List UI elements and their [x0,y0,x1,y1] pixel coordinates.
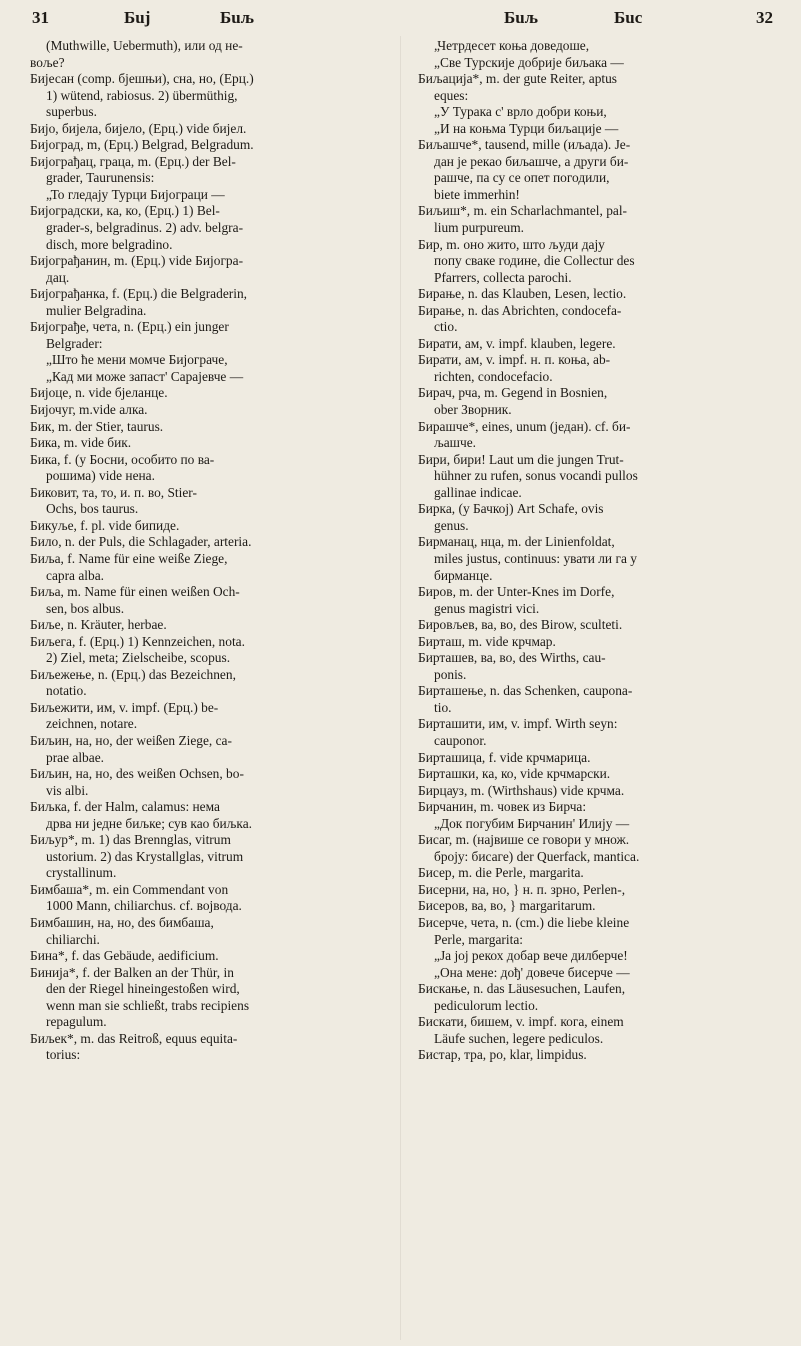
dictionary-line: дац. [46,269,70,285]
dictionary-line: Бинија*, f. der Balken an der Thür, in [30,964,234,980]
dictionary-line: Било, n. der Puls, die Schlagader, arteria. [30,534,252,550]
dictionary-line: Биљега, f. (Ерц.) 1) Kennzeichen, nota. [30,633,245,649]
dictionary-line: Perle, margarita: [434,931,523,947]
dictionary-line: Биљин, на, но, der weißen Ziege, ca- [30,732,232,748]
dictionary-line: ponis. [434,666,467,682]
dictionary-line: „У Турака с' врло добри коњи, [434,104,607,120]
dictionary-line: дрва ни једне биљке; сув као биљка. [46,815,253,831]
dictionary-line: ober Зворник. [434,402,512,418]
dictionary-line: torius: [46,1047,81,1063]
dictionary-line: Бика, m. vide бик. [30,435,132,451]
dictionary-line: „Кад ми може запаст' Сарајевче — [46,368,244,384]
dictionary-line: Бирташ, m. vide крчмар. [418,633,556,649]
dictionary-line: Биљежење, n. (Ерц.) das Bezeichnen, [30,666,236,682]
dictionary-line: prae albae. [46,749,104,765]
dictionary-line: (Muthwille, Uebermuth), или од не- [46,38,243,53]
dictionary-line: Бимбаша*, m. ein Commendant von [30,881,229,897]
dictionary-line: genus magistri vici. [434,600,540,616]
dictionary-line: Бирташица, f. vide крчмарица. [418,749,591,765]
dictionary-line: vis albi. [46,782,89,798]
dictionary-line: Бирач, рча, m. Gegend in Bosnien, [418,385,608,401]
dictionary-line: „Док погубим Бирчанин' Илију — [434,815,630,831]
dictionary-line: Биљин, на, но, des weißen Ochsen, bo- [30,766,244,782]
dictionary-line: biete immerhin! [434,186,520,202]
dictionary-line: Бирташки, ка, ко, vide крчмарски. [418,766,611,782]
dictionary-line: Биљур*, m. 1) das Brennglas, vitrum [30,832,231,848]
column-gutter [400,36,401,1340]
dictionary-line: mulier Belgradina. [46,302,147,318]
right-column [418,38,774,1342]
right-page-number: 32 [756,8,773,27]
dictionary-line: lium purpureum. [434,220,525,236]
dictionary-line: ustorium. 2) das Krystallglas, vitrum [46,848,244,864]
dictionary-line: 1) wütend, rabiosus. 2) übermüthig, [46,87,238,103]
dictionary-line: miles justus, continuus: увати ли га у [434,550,637,566]
dictionary-line: Бирташити, им, v. impf. Wirth seyn: [418,716,618,732]
dictionary-line: cauponor. [434,732,487,748]
dictionary-line: „Све Турскије добрије биљака — [434,54,624,70]
right-guide-word-first: Бuљ [504,8,538,27]
dictionary-line: Бијесан (comp. бјешњи), сна, но, (Ерц.) [30,71,254,87]
dictionary-line: „То гледају Турци Бијограци — [46,186,225,202]
dictionary-line: Бијограђанка, f. (Ерц.) die Belgraderin, [30,286,247,302]
dictionary-line: ctio. [434,319,458,335]
dictionary-line: 1000 Mann, chiliarchus. cf. војвода. [46,898,242,914]
dictionary-line: рашче, па су се опет погодили, [434,170,610,186]
dictionary-line: „Она мене: дођ' довече бисерче — [434,964,630,980]
dictionary-line: Бијочуг, m.vide алка. [30,402,148,418]
left-guide-word-first: Бuj [124,8,151,27]
dictionary-line: Бисер, m. die Perle, margarita. [418,865,584,881]
dictionary-line: Бијограђанин, m. (Ерц.) vide Бијогра- [30,253,244,269]
dictionary-line: Биљиш*, m. ein Scharlachmantel, pal- [418,203,628,219]
dictionary-line: Биље, n. Kräuter, herbae. [30,617,167,633]
dictionary-line: Бир, m. оно жито, што људи дају [418,236,605,252]
dictionary-line: Бирашче*, eines, unum (један). cf. би- [418,418,631,434]
right-guide-word-last: Бuс [614,8,643,27]
dictionary-line: wenn man sie schließt, trabs recipiens [46,997,250,1013]
dictionary-line: Бировљев, ва, во, des Birow, sculteti. [418,617,623,633]
dictionary-line: crystallinum. [46,865,117,881]
dictionary-line: „Што ће мени момче Бијограче, [46,352,228,368]
dictionary-line: Бијограђац, граца, m. (Ерц.) der Bel- [30,153,236,169]
dictionary-line: Бијоград, m, (Ерц.) Belgrad, Belgradum. [30,137,254,153]
dictionary-line: Биковит, та, то, и. п. во, Stier- [30,484,197,500]
dictionary-line: „Четрдесет коња доведоше, [434,38,590,53]
dictionary-line: Läufe suchen, legere pediculos. [434,1030,604,1046]
dictionary-line: gallinae indicae. [434,484,522,500]
dictionary-line: capra alba. [46,567,104,583]
dictionary-line: попу сваке године, die Collectur des [434,253,635,269]
dictionary-line: „И на коњма Турци биљације — [434,120,619,136]
dictionary-line: Бимбашин, на, но, des бимбаша, [30,914,214,930]
dictionary-line: Биљежити, им, v. impf. (Ерц.) be- [30,699,219,715]
left-page-number: 31 [32,8,49,27]
dictionary-line: Бирати, ам, v. impf. klauben, legere. [418,335,616,351]
dictionary-line: disch, more belgradino. [46,236,173,252]
dictionary-line: Бирташење, n. das Schenken, caupona- [418,683,633,699]
dictionary-line: Бискати, бишем, v. impf. кога, einem [418,1014,624,1030]
dictionary-line: Бискање, n. das Läusesuchen, Laufen, [418,981,626,997]
dictionary-line: Бисеров, ва, во, } margaritarum. [418,898,596,914]
dictionary-line: бирманце. [434,567,493,583]
dictionary-line: Бисаг, m. (највише се говори у множ. [418,832,630,848]
dictionary-line: repagulum. [46,1014,107,1030]
dictionary-line: Ochs, bos taurus. [46,501,139,517]
dictionary-line: Бирчанин, m. човек из Бирча: [418,799,587,815]
dictionary-line: Бири, бири! Laut um die jungen Trut- [418,451,624,467]
dictionary-line: Биљек*, m. das Reitroß, equus equita- [30,1030,238,1046]
dictionary-line: pediculorum lectio. [434,997,539,1013]
dictionary-line: Бисерни, на, но, } н. п. зрно, Perlen-, [418,881,626,897]
dictionary-line: grader-s, belgradinus. 2) adv. belgra- [46,220,244,236]
left-column [30,38,382,1342]
dictionary-line: Бијоградски, ка, ко, (Ерц.) 1) Bel- [30,203,220,219]
dictionary-line: sen, bos albus. [46,600,125,616]
dictionary-line: grader, Taurunensis: [46,170,155,186]
dictionary-line: Бисерче, чета, n. (сm.) die liebe kleine [418,914,630,930]
dictionary-line: genus. [434,517,469,533]
dictionary-line: Бирање, n. das Abrichten, condocefa- [418,302,622,318]
dictionary-line: Бика, f. (у Босни, особито по ва- [30,451,215,467]
dictionary-line: „Ја јој рекох добар вече дилберче! [434,948,628,964]
dictionary-line: Бирка, (у Бачкој) Art Schafe, ovis [418,501,604,517]
dictionary-line: Бирати, ам, v. impf. н. п. коња, ab- [418,352,611,368]
dictionary-line: љашче. [434,435,477,451]
dictionary-line: Бирцауз, m. (Wirthshaus) vide крчма. [418,782,625,798]
dictionary-line: hühner zu rufen, sonus vocandi pullos [434,468,638,484]
dictionary-line: Биљација*, m. der gute Reiter, aptus [418,71,618,87]
dictionary-line: Биља, f. Name für eine weiße Ziege, [30,550,228,566]
dictionary-line: tio. [434,699,452,715]
dictionary-line: Бијоце, n. vide бјеланце. [30,385,168,401]
dictionary-line: richten, condocefacio. [434,368,553,384]
dictionary-line: Биља, m. Name für einen weißen Och- [30,584,240,600]
dictionary-line: Бирање, n. das Klauben, Lesen, lectio. [418,286,627,302]
dictionary-line: notatio. [46,683,87,699]
dictionary-line: Pfarrers, collecta parochi. [434,269,572,285]
dictionary-line: superbus. [46,104,97,120]
dictionary-line: Бијограђе, чета, n. (Ерц.) ein junger [30,319,229,335]
left-guide-word-last: Бuљ [220,8,254,27]
dictionary-line: chiliarchi. [46,931,100,947]
dictionary-line: Бина*, f. das Gebäude, aedificium. [30,948,219,964]
dictionary-line: Бикуље, f. pl. vide бипиде. [30,517,180,533]
dictionary-line: 2) Ziel, meta; Zielscheibe, scopus. [46,650,231,666]
dictionary-line: Belgrader: [46,335,103,351]
dictionary-line: Бик, m. der Stier, taurus. [30,418,164,434]
dictionary-line: zeichnen, notare. [46,716,138,732]
dictionary-line: eques: [434,87,469,103]
dictionary-line: Биљка, f. der Halm, calamus: нема [30,799,220,815]
dictionary-line: броју: бисаге) der Querfack, mantica. [434,848,640,864]
dictionary-line: Биљашче*, tausend, mille (иљада). Je- [418,137,631,153]
dictionary-line: den der Riegel hineingestoßen wird, [46,981,240,997]
running-header [32,8,773,34]
dictionary-line: воље? [30,54,65,70]
dictionary-line: дан је рекао биљашче, а други би- [434,153,629,169]
dictionary-line: Бирманац, нца, m. der Linienfoldat, [418,534,615,550]
dictionary-line: Бијо, бијела, бијело, (Ерц.) vide бијел. [30,120,247,136]
dictionary-line: рошима) vide нена. [46,468,155,484]
dictionary-line: Бирташев, ва, во, des Wirths, cau- [418,650,606,666]
dictionary-line: Биров, m. der Unter-Knes im Dorfe, [418,584,615,600]
dictionary-line: Бистар, тра, ро, klar, limpidus. [418,1047,587,1063]
